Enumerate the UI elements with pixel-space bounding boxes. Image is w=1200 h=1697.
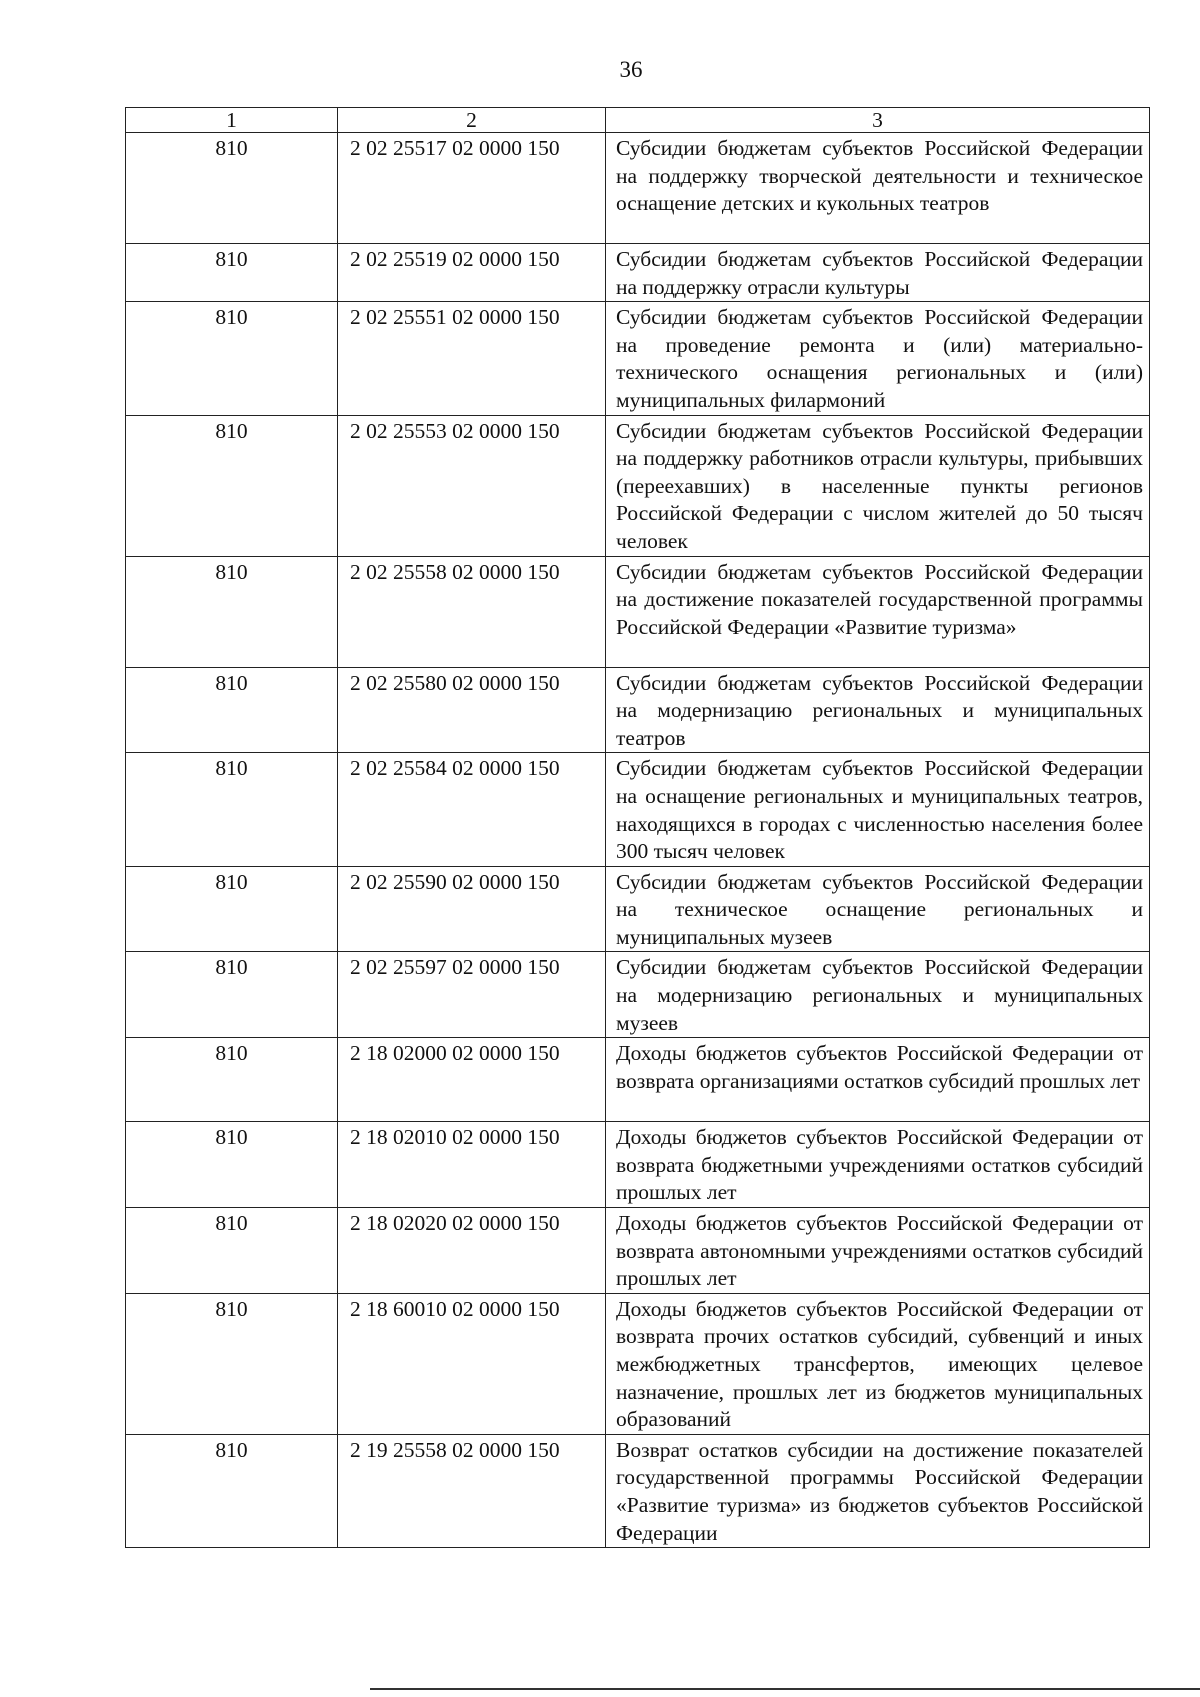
admin-code-cell: 810 xyxy=(126,1293,338,1434)
revenue-name-cell: Субсидии бюджетам субъектов Российской Федерации на поддержку работников отрасли культуры, прибывших (переехавших) в населенные пункты регионов Российской Федерации с числом жителей до 50 тысяч человек xyxy=(606,415,1150,556)
table-row xyxy=(126,556,1150,667)
table-row xyxy=(126,1122,1150,1208)
revenue-name-cell: Доходы бюджетов субъектов Российской Федерации от возврата организациями остатков субсидий прошлых лет xyxy=(606,1038,1150,1122)
budget-code-cell: 2 18 02000 02 0000 150 xyxy=(338,1038,606,1122)
revenue-name-cell: Доходы бюджетов субъектов Российской Федерации от возврата автономными учреждениями остатков субсидий прошлых лет xyxy=(606,1208,1150,1294)
budget-code-cell: 2 02 25590 02 0000 150 xyxy=(338,866,606,952)
column-header-2: 2 xyxy=(338,108,606,133)
budget-code-cell: 2 18 02010 02 0000 150 xyxy=(338,1122,606,1208)
budget-code-cell: 2 18 02020 02 0000 150 xyxy=(338,1208,606,1294)
admin-code-cell: 810 xyxy=(126,667,338,753)
revenue-name-cell: Субсидии бюджетам субъектов Российской Федерации на оснащение региональных и муниципальных театров, находящихся в городах с численностью населения более 300 тысяч человек xyxy=(606,753,1150,866)
revenue-name-cell: Субсидии бюджетам субъектов Российской Федерации на поддержку отрасли культуры xyxy=(606,244,1150,302)
revenue-name-cell: Субсидии бюджетам субъектов Российской Федерации на техническое оснащение региональных и муниципальных музеев xyxy=(606,866,1150,952)
admin-code-cell: 810 xyxy=(126,133,338,244)
table-row xyxy=(126,1434,1150,1547)
table-row xyxy=(126,133,1150,244)
budget-code-cell: 2 02 25519 02 0000 150 xyxy=(338,244,606,302)
admin-code-cell: 810 xyxy=(126,1122,338,1208)
revenue-name-cell: Доходы бюджетов субъектов Российской Федерации от возврата прочих остатков субсидий, субвенций и иных межбюджетных трансфертов, имеющих целевое назначение, прошлых лет из бюджетов муниципальных образований xyxy=(606,1293,1150,1434)
scan-edge-line xyxy=(370,1688,1200,1690)
budget-code-cell: 2 19 25558 02 0000 150 xyxy=(338,1434,606,1547)
budget-code-cell: 2 02 25551 02 0000 150 xyxy=(338,302,606,415)
table-row xyxy=(126,1293,1150,1434)
table-row xyxy=(126,753,1150,866)
budget-code-cell: 2 02 25584 02 0000 150 xyxy=(338,753,606,866)
budget-code-cell: 2 02 25580 02 0000 150 xyxy=(338,667,606,753)
budget-classification-table xyxy=(125,107,1150,1548)
page-number: 36 xyxy=(619,57,643,82)
column-header-1: 1 xyxy=(126,108,338,133)
table-row xyxy=(126,415,1150,556)
revenue-name-cell: Субсидии бюджетам субъектов Российской Федерации на модернизацию региональных и муниципальных музеев xyxy=(606,952,1150,1038)
revenue-name-cell: Субсидии бюджетам субъектов Российской Федерации на модернизацию региональных и муниципальных театров xyxy=(606,667,1150,753)
column-header-3: 3 xyxy=(606,108,1150,133)
admin-code-cell: 810 xyxy=(126,866,338,952)
table-row xyxy=(126,1208,1150,1294)
admin-code-cell: 810 xyxy=(126,1208,338,1294)
budget-code-cell: 2 18 60010 02 0000 150 xyxy=(338,1293,606,1434)
budget-code-cell: 2 02 25553 02 0000 150 xyxy=(338,415,606,556)
admin-code-cell: 810 xyxy=(126,415,338,556)
admin-code-cell: 810 xyxy=(126,1434,338,1547)
admin-code-cell: 810 xyxy=(126,952,338,1038)
revenue-name-cell: Возврат остатков субсидии на достижение показателей государственной программы Российской Федерации «Развитие туризма» из бюджетов субъектов Российской Федерации xyxy=(606,1434,1150,1547)
table-row xyxy=(126,866,1150,952)
revenue-name-cell: Доходы бюджетов субъектов Российской Федерации от возврата бюджетными учреждениями остатков субсидий прошлых лет xyxy=(606,1122,1150,1208)
admin-code-cell: 810 xyxy=(126,1038,338,1122)
budget-code-cell: 2 02 25558 02 0000 150 xyxy=(338,556,606,667)
table-header-row xyxy=(126,108,1150,133)
table-row xyxy=(126,952,1150,1038)
budget-code-cell: 2 02 25597 02 0000 150 xyxy=(338,952,606,1038)
revenue-name-cell: Субсидии бюджетам субъектов Российской Федерации на достижение показателей государственной программы Российской Федерации «Развитие туризма» xyxy=(606,556,1150,667)
table-row xyxy=(126,1038,1150,1122)
revenue-name-cell: Субсидии бюджетам субъектов Российской Федерации на поддержку творческой деятельности и техническое оснащение детских и кукольных театров xyxy=(606,133,1150,244)
admin-code-cell: 810 xyxy=(126,244,338,302)
table-row xyxy=(126,667,1150,753)
admin-code-cell: 810 xyxy=(126,753,338,866)
budget-code-cell: 2 02 25517 02 0000 150 xyxy=(338,133,606,244)
table-row xyxy=(126,302,1150,415)
table-row xyxy=(126,244,1150,302)
admin-code-cell: 810 xyxy=(126,556,338,667)
admin-code-cell: 810 xyxy=(126,302,338,415)
revenue-name-cell: Субсидии бюджетам субъектов Российской Федерации на проведение ремонта и (или) материально-технического оснащения региональных и (или) муниципальных филармоний xyxy=(606,302,1150,415)
